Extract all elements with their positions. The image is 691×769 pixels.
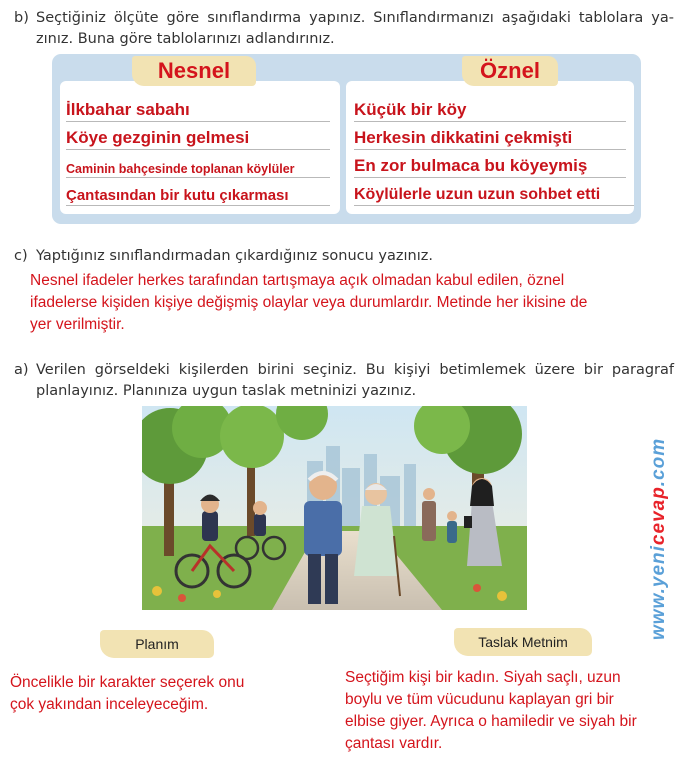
list-item: Küçük bir köy — [354, 95, 626, 122]
watermark — [648, 438, 670, 640]
plan-answer-line: Öncelikle bir karakter seçerek onu — [10, 674, 245, 691]
table-nesnel — [60, 81, 340, 214]
table-oznel — [346, 81, 634, 214]
question-c-text: Yaptığınız sınıflandırmadan çıkardığınız sonucu yazınız. — [36, 248, 433, 264]
answer-c-line: ifadelerse kişiden kişiye değişmiş olaylar veya durumlardır. Metinde her ikisine de — [30, 294, 588, 311]
watermark-prefix: www.yeni — [648, 545, 669, 640]
draft-answer-line: çantası vardır. — [345, 735, 443, 752]
watermark-accent: cevap — [648, 486, 669, 546]
plan-label: Planım — [100, 630, 214, 658]
list-item: Köye gezginin gelmesi — [66, 123, 330, 150]
classification-panel — [52, 54, 641, 224]
question-b-line2: zınız. Buna göre tablolarınızı adlandırınız. — [36, 31, 335, 47]
park-scene-svg — [142, 406, 527, 610]
watermark-suffix: .com — [648, 437, 669, 487]
list-item: Köylülerle uzun uzun sohbet etti — [354, 179, 634, 206]
park-illustration — [142, 406, 527, 610]
question-b-label: b) — [14, 10, 29, 26]
question-c — [14, 246, 674, 268]
answer-c-line: Nesnel ifadeler herkes tarafından tartışmaya açık olmadan kabul edilen, öznel — [30, 272, 565, 289]
draft-answer-line: elbise giyer. Ayrıca o hamiledir ve siyah bir — [345, 713, 637, 730]
answer-c-line: yer verilmiştir. — [30, 316, 125, 333]
question-b-line1: Seçtiğiniz ölçüte göre sınıflandırma yapınız. Sınıflandırmanızı aşağıdaki tablolara ya- — [36, 10, 674, 26]
question-b — [14, 8, 674, 50]
list-item: En zor bulmaca bu köyeymiş — [354, 151, 626, 178]
draft-answer-line: Seçtiğim kişi bir kadın. Siyah saçlı, uzun — [345, 669, 621, 686]
question-c-label: c) — [14, 248, 28, 264]
table-title-nesnel: Nesnel — [132, 56, 256, 86]
list-item: Caminin bahçesinde toplanan köylüler — [66, 151, 330, 178]
table-title-oznel: Öznel — [462, 56, 558, 86]
draft-answer — [345, 667, 685, 755]
question-a-line1: Verilen görseldeki kişilerden birini seçiniz. Bu kişiyi betimlemek üzere bir paragraf — [36, 362, 674, 378]
question-b-text — [36, 8, 674, 50]
plan-answer-line: çok yakından inceleyeceğim. — [10, 696, 209, 713]
question-a-text — [36, 360, 674, 402]
list-item: Herkesin dikkatini çekmişti — [354, 123, 626, 150]
question-a-line2: planlayınız. Planınıza uygun taslak metninizi yazınız. — [36, 383, 417, 399]
plan-answer — [10, 672, 310, 716]
draft-answer-line: boylu ve tüm vücudunu kaplayan gri bir — [345, 691, 614, 708]
list-item: Çantasından bir kutu çıkarması — [66, 179, 330, 206]
list-item: İlkbahar sabahı — [66, 95, 330, 122]
draft-label: Taslak Metnim — [454, 628, 592, 656]
question-a — [14, 360, 674, 402]
answer-c — [30, 270, 680, 336]
question-a-label: a) — [14, 362, 29, 378]
